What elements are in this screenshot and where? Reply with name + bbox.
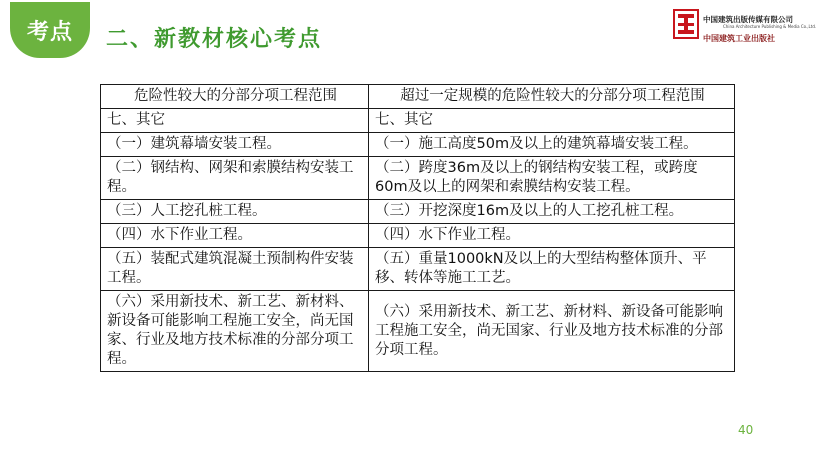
publisher-name: 中国建筑出版传媒有限公司 bbox=[703, 15, 793, 24]
page-number: 40 bbox=[738, 423, 754, 437]
table-row bbox=[101, 157, 735, 200]
column-header: 危险性较大的分部分项工程范围 bbox=[101, 85, 369, 109]
page-title: 二、新教材核心考点 bbox=[106, 27, 323, 52]
publisher-logo-icon bbox=[673, 9, 699, 39]
table-header-row bbox=[101, 85, 735, 109]
table-cell: （一）施工高度50m及以上的建筑幕墙安装工程。 bbox=[369, 133, 735, 157]
table-cell: （二）跨度36m及以上的钢结构安装工程，或跨度60m及以上的网架和索膜结构安装工程。 bbox=[369, 157, 735, 200]
table-cell: 七、其它 bbox=[369, 109, 735, 133]
table-row bbox=[101, 109, 735, 133]
table-cell: （六）采用新技术、新工艺、新材料、新设备可能影响工程施工安全，尚无国家、行业及地方技术标准的分部分项工程。 bbox=[101, 291, 369, 372]
publisher-name-english: China Architecture Publishing & Media Co.,Ltd. bbox=[723, 24, 816, 29]
table-row bbox=[101, 291, 735, 372]
table-cell: （四）水下作业工程。 bbox=[101, 224, 369, 248]
scope-table bbox=[100, 84, 735, 372]
table-cell: （三）人工挖孔桩工程。 bbox=[101, 200, 369, 224]
table-cell: 七、其它 bbox=[101, 109, 369, 133]
publisher-logo-block bbox=[673, 6, 816, 46]
table-row bbox=[101, 248, 735, 291]
table-row bbox=[101, 133, 735, 157]
publisher-calligraphy: 中国建筑工业出版社 bbox=[703, 33, 775, 43]
table-cell: （五）重量1000kN及以上的大型结构整体顶升、平移、转体等施工工艺。 bbox=[369, 248, 735, 291]
table-cell: （四）水下作业工程。 bbox=[369, 224, 735, 248]
badge-label: 考点 bbox=[26, 19, 73, 45]
table-cell: （三）开挖深度16m及以上的人工挖孔桩工程。 bbox=[369, 200, 735, 224]
section-badge bbox=[10, 2, 90, 58]
table-row bbox=[101, 224, 735, 248]
table-cell: （六）采用新技术、新工艺、新材料、新设备可能影响工程施工安全，尚无国家、行业及地方技术标准的分部分项工程。 bbox=[369, 291, 735, 372]
table-cell: （五）装配式建筑混凝土预制构件安装工程。 bbox=[101, 248, 369, 291]
column-header: 超过一定规模的危险性较大的分部分项工程范围 bbox=[369, 85, 735, 109]
table-row bbox=[101, 200, 735, 224]
table-cell: （一）建筑幕墙安装工程。 bbox=[101, 133, 369, 157]
table-cell: （二）钢结构、网架和索膜结构安装工程。 bbox=[101, 157, 369, 200]
